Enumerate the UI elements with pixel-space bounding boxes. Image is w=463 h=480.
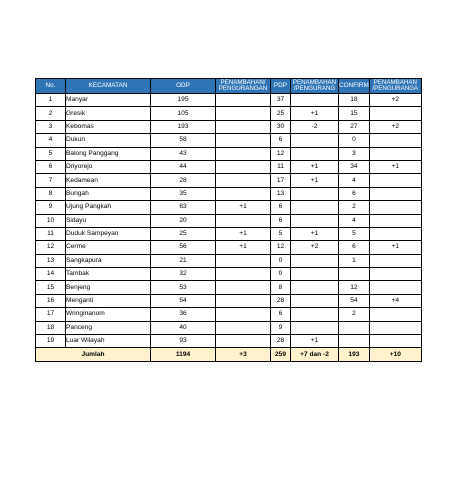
cell-odp: 58 (151, 134, 216, 147)
cell-kecamatan: Kedamean (66, 174, 151, 187)
cell-pdp-change: +1 (291, 335, 339, 348)
cell-pdp: 13 (271, 187, 291, 200)
cell-pdp: 0 (271, 268, 291, 281)
cell-kecamatan: Duduk Sampeyan (66, 227, 151, 240)
covid-data-table (35, 78, 422, 362)
table-footer (36, 348, 422, 361)
cell-odp: 20 (151, 214, 216, 227)
cell-kecamatan: Luar Wilayah (66, 335, 151, 348)
cell-kecamatan: Driyorejo (66, 160, 151, 173)
cell-confirm-change (369, 147, 421, 160)
cell-confirm: 2 (339, 201, 370, 214)
cell-pdp-change (291, 294, 339, 307)
cell-no: 1 (36, 94, 66, 107)
table-row (36, 147, 422, 160)
cell-pdp-change (291, 281, 339, 294)
cell-confirm-change (369, 281, 421, 294)
header-no: No. (36, 79, 66, 94)
cell-odp-change (216, 281, 271, 294)
cell-pdp: 9 (271, 321, 291, 334)
cell-odp: 44 (151, 160, 216, 173)
cell-pdp: 37 (271, 94, 291, 107)
cell-no: 8 (36, 187, 66, 200)
table-row (36, 214, 422, 227)
cell-odp-change (216, 160, 271, 173)
cell-confirm: 34 (339, 160, 370, 173)
cell-no: 4 (36, 134, 66, 147)
cell-confirm-change (369, 308, 421, 321)
cell-odp: 56 (151, 241, 216, 254)
cell-confirm: 6 (339, 241, 370, 254)
cell-no: 10 (36, 214, 66, 227)
cell-odp-change (216, 174, 271, 187)
cell-pdp-change: +1 (291, 107, 339, 120)
total-odp-change: +3 (216, 348, 271, 361)
cell-odp: 93 (151, 335, 216, 348)
cell-confirm: 3 (339, 147, 370, 160)
cell-kecamatan: Kebomas (66, 120, 151, 133)
cell-confirm: 6 (339, 187, 370, 200)
cell-kecamatan: Benjeng (66, 281, 151, 294)
table-row (36, 281, 422, 294)
cell-kecamatan: Menganti (66, 294, 151, 307)
cell-odp-change (216, 308, 271, 321)
cell-confirm-change (369, 107, 421, 120)
cell-no: 16 (36, 294, 66, 307)
cell-pdp: 6 (271, 214, 291, 227)
table-row (36, 294, 422, 307)
table-row (36, 201, 422, 214)
cell-no: 6 (36, 160, 66, 173)
cell-confirm-change (369, 174, 421, 187)
cell-confirm-change (369, 254, 421, 267)
table-row (36, 241, 422, 254)
cell-kecamatan: Sidayu (66, 214, 151, 227)
cell-pdp-change: -2 (291, 120, 339, 133)
cell-kecamatan: Cerme (66, 241, 151, 254)
cell-odp: 193 (151, 120, 216, 133)
cell-pdp-change (291, 94, 339, 107)
cell-odp-change: +1 (216, 241, 271, 254)
total-odp: 1194 (151, 348, 216, 361)
cell-pdp: 12 (271, 147, 291, 160)
header-pdp: PDP (271, 79, 291, 94)
cell-pdp-change (291, 201, 339, 214)
cell-pdp-change (291, 308, 339, 321)
cell-pdp-change (291, 321, 339, 334)
cell-pdp: 28 (271, 294, 291, 307)
table-row (36, 335, 422, 348)
cell-odp: 21 (151, 254, 216, 267)
cell-odp-change (216, 254, 271, 267)
cell-pdp-change (291, 214, 339, 227)
cell-odp-change (216, 147, 271, 160)
cell-odp-change (216, 321, 271, 334)
cell-odp: 105 (151, 107, 216, 120)
cell-confirm: 1 (339, 254, 370, 267)
cell-confirm-change: +1 (369, 241, 421, 254)
cell-confirm-change (369, 187, 421, 200)
cell-kecamatan: Sangkapura (66, 254, 151, 267)
cell-pdp-change (291, 134, 339, 147)
total-confirm-change: +10 (369, 348, 421, 361)
cell-confirm: 4 (339, 214, 370, 227)
cell-confirm-change: +4 (369, 294, 421, 307)
cell-odp: 40 (151, 321, 216, 334)
cell-confirm: 4 (339, 174, 370, 187)
cell-pdp-change (291, 254, 339, 267)
cell-confirm-change (369, 227, 421, 240)
header-confirm: CONFIRM (339, 79, 370, 94)
header-kecamatan: KECAMATAN (66, 79, 151, 94)
cell-no: 15 (36, 281, 66, 294)
cell-no: 13 (36, 254, 66, 267)
cell-kecamatan: Panceng (66, 321, 151, 334)
cell-kecamatan: Tambak (66, 268, 151, 281)
cell-no: 9 (36, 201, 66, 214)
cell-pdp: 5 (271, 227, 291, 240)
cell-kecamatan: Gresik (66, 107, 151, 120)
cell-confirm-change: +1 (369, 160, 421, 173)
cell-confirm-change (369, 201, 421, 214)
cell-odp: 36 (151, 308, 216, 321)
cell-pdp: 17 (271, 174, 291, 187)
cell-confirm-change (369, 134, 421, 147)
table-row (36, 107, 422, 120)
cell-pdp: 30 (271, 120, 291, 133)
cell-no: 19 (36, 335, 66, 348)
cell-confirm: 5 (339, 227, 370, 240)
header-pdp-change: PENAMBAHAN /PENGURANG (291, 79, 339, 94)
cell-confirm (339, 335, 370, 348)
cell-no: 2 (36, 107, 66, 120)
cell-pdp: 6 (271, 308, 291, 321)
cell-odp: 53 (151, 281, 216, 294)
cell-kecamatan: Ujung Pangkah (66, 201, 151, 214)
total-row (36, 348, 422, 361)
cell-confirm: 18 (339, 94, 370, 107)
cell-odp-change (216, 120, 271, 133)
cell-confirm: 0 (339, 134, 370, 147)
table-row (36, 120, 422, 133)
cell-confirm (339, 268, 370, 281)
cell-no: 18 (36, 321, 66, 334)
table-row (36, 134, 422, 147)
total-label: Jumlah (36, 348, 151, 361)
cell-no: 17 (36, 308, 66, 321)
total-pdp: 259 (271, 348, 291, 361)
cell-kecamatan: Dukun (66, 134, 151, 147)
cell-confirm-change (369, 321, 421, 334)
table-row (36, 321, 422, 334)
cell-odp-change (216, 94, 271, 107)
cell-kecamatan: Balong Panggang (66, 147, 151, 160)
cell-odp: 63 (151, 201, 216, 214)
cell-pdp-change: +1 (291, 174, 339, 187)
table-row (36, 187, 422, 200)
table-header (36, 79, 422, 94)
cell-odp-change: +1 (216, 201, 271, 214)
cell-pdp: 6 (271, 134, 291, 147)
table-row (36, 94, 422, 107)
cell-no: 11 (36, 227, 66, 240)
cell-pdp: 0 (271, 254, 291, 267)
header-odp-change: PENAMBAHAN/ PENGURANGAN (216, 79, 271, 94)
cell-confirm-change (369, 268, 421, 281)
cell-odp-change (216, 107, 271, 120)
cell-odp: 35 (151, 187, 216, 200)
cell-odp: 54 (151, 294, 216, 307)
cell-pdp: 8 (271, 281, 291, 294)
cell-confirm: 15 (339, 107, 370, 120)
table-row (36, 308, 422, 321)
cell-no: 3 (36, 120, 66, 133)
cell-confirm: 54 (339, 294, 370, 307)
cell-confirm-change: +2 (369, 120, 421, 133)
cell-pdp: 11 (271, 160, 291, 173)
cell-pdp: 25 (271, 107, 291, 120)
cell-pdp-change (291, 268, 339, 281)
cell-confirm-change (369, 214, 421, 227)
cell-odp-change (216, 294, 271, 307)
cell-confirm-change: +2 (369, 94, 421, 107)
table-row (36, 268, 422, 281)
cell-odp: 195 (151, 94, 216, 107)
cell-no: 7 (36, 174, 66, 187)
cell-pdp-change: +2 (291, 241, 339, 254)
cell-no: 12 (36, 241, 66, 254)
table-row (36, 227, 422, 240)
cell-pdp-change: +1 (291, 227, 339, 240)
cell-pdp: 6 (271, 201, 291, 214)
cell-odp-change: +1 (216, 227, 271, 240)
cell-pdp-change: +1 (291, 160, 339, 173)
cell-odp: 43 (151, 147, 216, 160)
cell-odp-change (216, 134, 271, 147)
table-row (36, 174, 422, 187)
cell-odp-change (216, 335, 271, 348)
cell-confirm-change (369, 335, 421, 348)
cell-kecamatan: Manyar (66, 94, 151, 107)
cell-no: 14 (36, 268, 66, 281)
cell-odp: 32 (151, 268, 216, 281)
table-body (36, 94, 422, 348)
header-confirm-change: PENAMBAHAN /PENGURANGA (369, 79, 421, 94)
table-row (36, 160, 422, 173)
cell-confirm: 27 (339, 120, 370, 133)
header-odp: ODP (151, 79, 216, 94)
cell-odp-change (216, 187, 271, 200)
cell-pdp: 12 (271, 241, 291, 254)
cell-pdp-change (291, 147, 339, 160)
cell-pdp: 28 (271, 335, 291, 348)
cell-no: 5 (36, 147, 66, 160)
table-row (36, 254, 422, 267)
total-pdp-change: +7 dan -2 (291, 348, 339, 361)
cell-odp: 25 (151, 227, 216, 240)
cell-confirm: 12 (339, 281, 370, 294)
cell-confirm: 2 (339, 308, 370, 321)
total-confirm: 193 (339, 348, 370, 361)
cell-pdp-change (291, 187, 339, 200)
cell-odp: 28 (151, 174, 216, 187)
cell-kecamatan: Wringinanom (66, 308, 151, 321)
cell-odp-change (216, 268, 271, 281)
header-row (36, 79, 422, 94)
cell-odp-change (216, 214, 271, 227)
cell-confirm (339, 321, 370, 334)
cell-kecamatan: Bungah (66, 187, 151, 200)
